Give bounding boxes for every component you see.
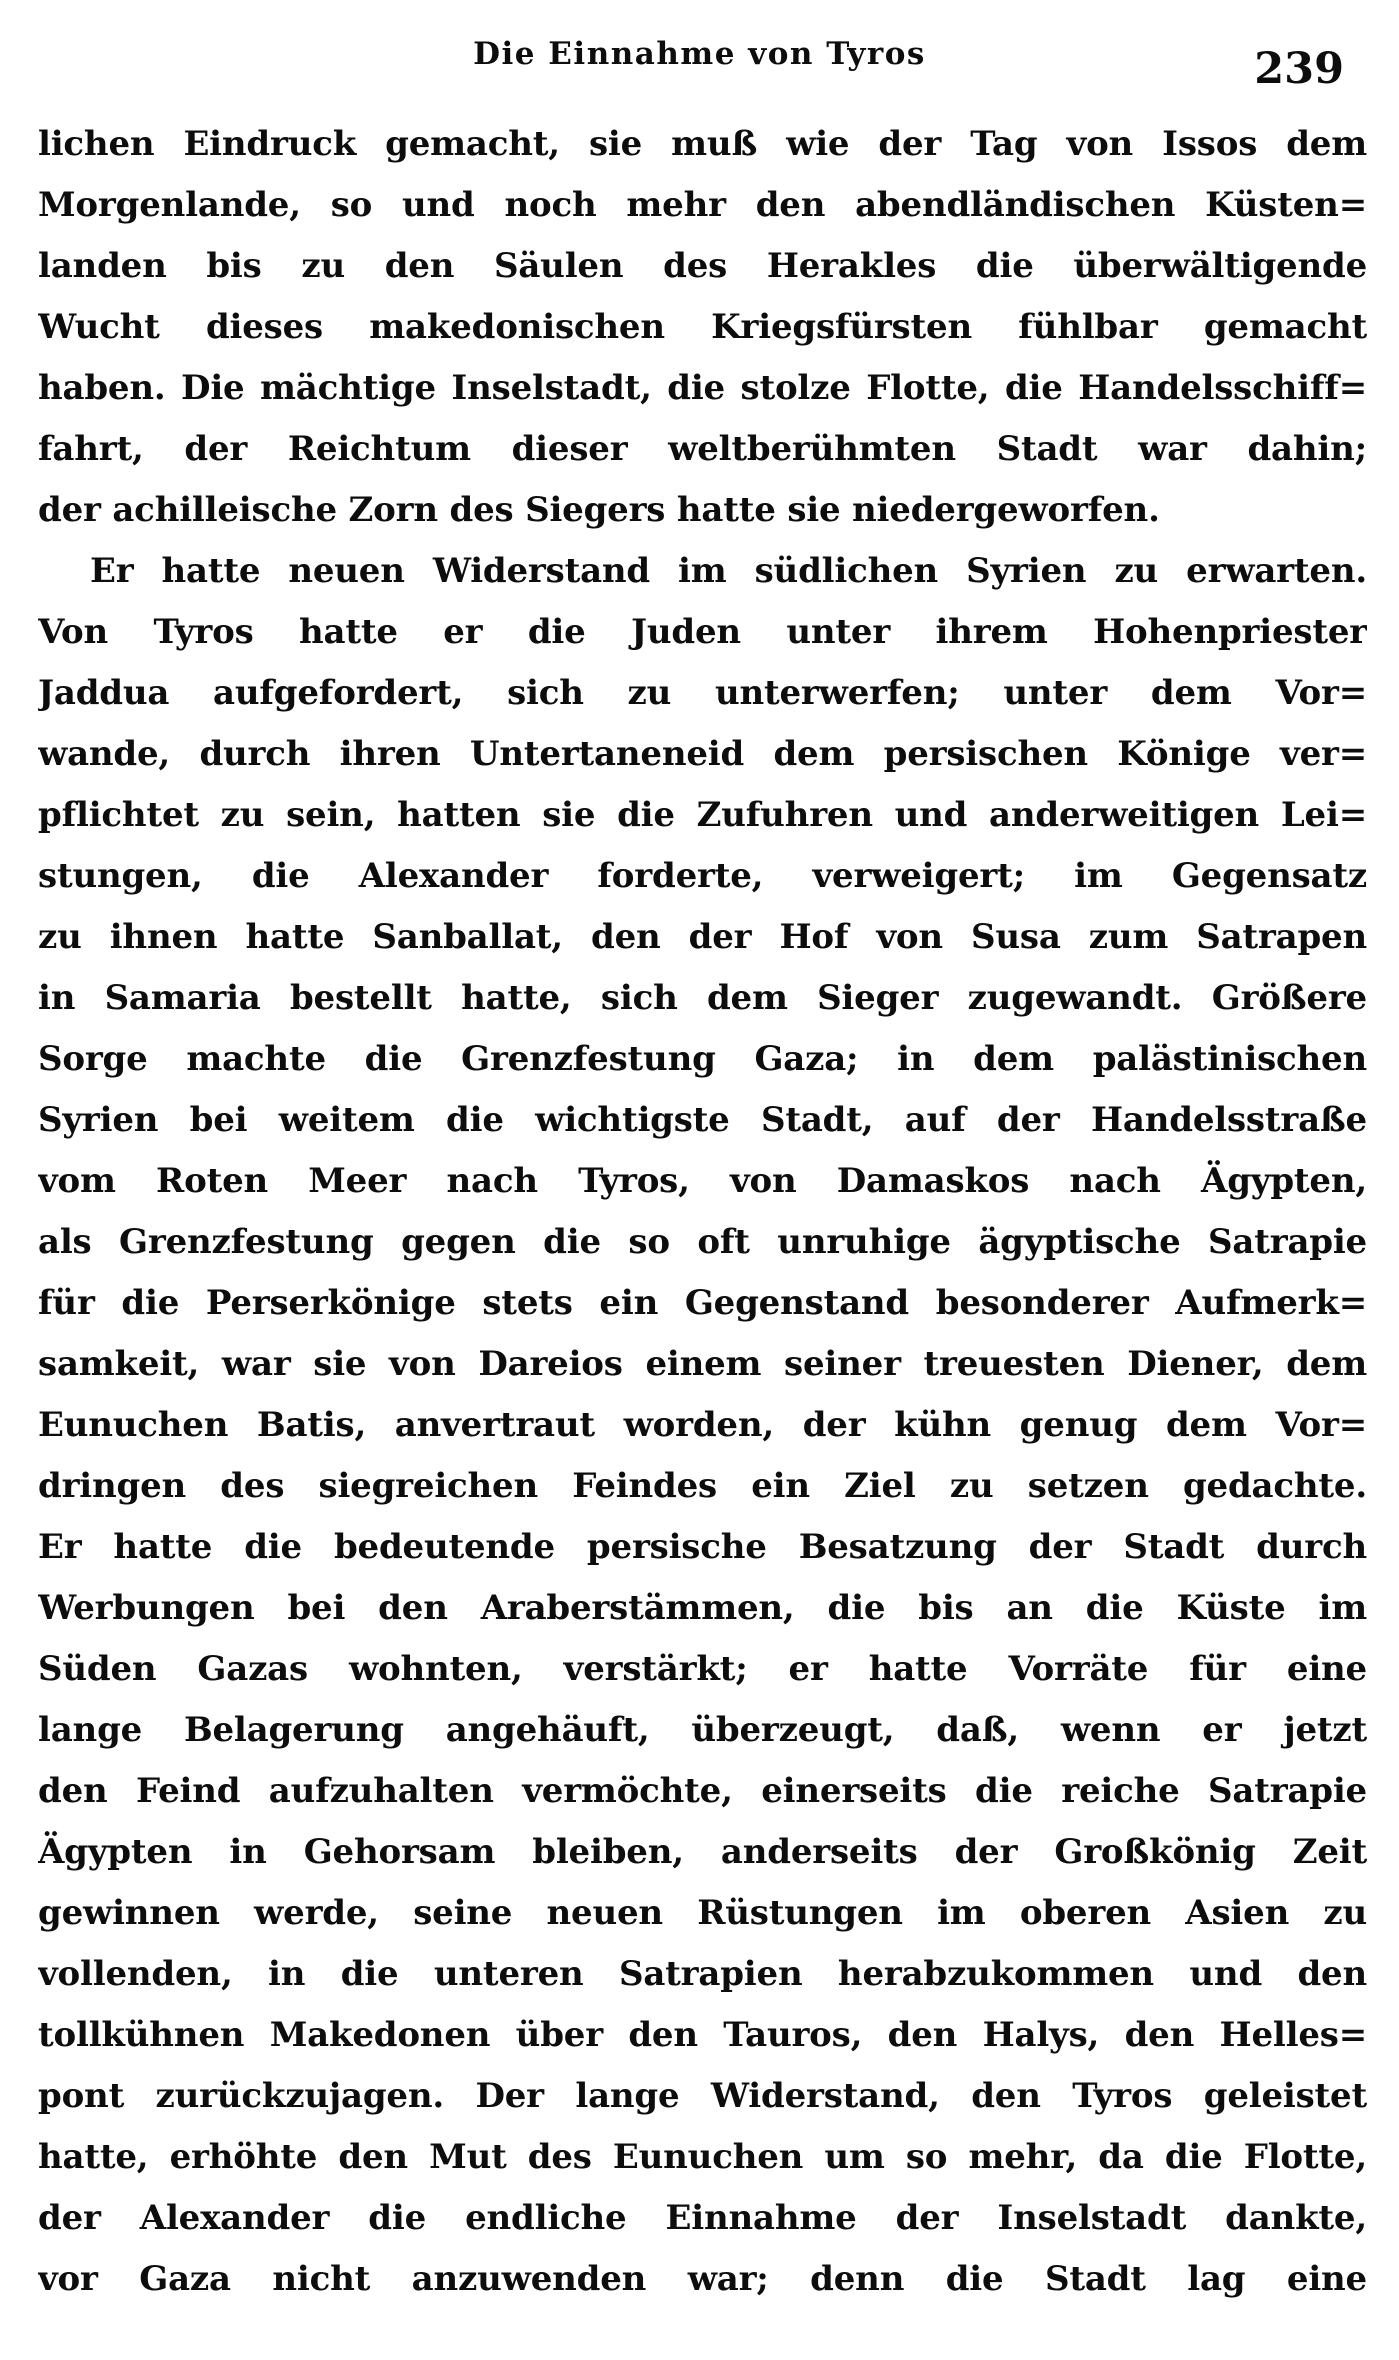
text-line: tollkühnen Makedonen über den Tauros, den Halys, den Helles= <box>38 2015 1367 2055</box>
text-line: landen bis zu den Säulen des Herakles die überwältigende <box>38 246 1367 286</box>
paragraph-2 <box>38 541 1367 2310</box>
text-line: Wucht dieses makedonischen Kriegsfürsten fühlbar gemacht <box>38 307 1367 347</box>
text-line: Er hatte neuen Widerstand im südlichen Syrien zu erwarten. <box>90 551 1367 591</box>
text-line: pont zurückzujagen. Der lange Widerstand, den Tyros geleistet <box>38 2076 1367 2116</box>
text-line: als Grenzfestung gegen die so oft unruhige ägyptische Satrapie <box>38 1222 1367 1262</box>
text-line: stungen, die Alexander forderte, verweigert; im Gegensatz <box>38 856 1367 896</box>
text-line: Süden Gazas wohnten, verstärkt; er hatte Vorräte für eine <box>38 1649 1367 1689</box>
text-line: wande, durch ihren Untertaneneid dem persischen Könige ver= <box>38 734 1367 774</box>
text-line: Er hatte die bedeutende persische Besatzung der Stadt durch <box>38 1527 1367 1567</box>
text-line: Morgenlande, so und noch mehr den abendländischen Küsten= <box>38 185 1367 225</box>
body-text <box>38 114 1367 2310</box>
text-line: dringen des siegreichen Feindes ein Ziel zu setzen gedachte. <box>38 1466 1367 1506</box>
text-line: Ägypten in Gehorsam bleiben, anderseits der Großkönig Zeit <box>38 1832 1367 1872</box>
text-line: hatte, erhöhte den Mut des Eunuchen um so mehr, da die Flotte, <box>38 2137 1367 2177</box>
text-line: gewinnen werde, seine neuen Rüstungen im oberen Asien zu <box>38 1893 1367 1933</box>
text-line: Syrien bei weitem die wichtigste Stadt, auf der Handelsstraße <box>38 1100 1367 1140</box>
text-line: in Samaria bestellt hatte, sich dem Sieger zugewandt. Größere <box>38 978 1367 1018</box>
running-title: Die Einnahme von Tyros <box>473 36 926 72</box>
text-line: lichen Eindruck gemacht, sie muß wie der Tag von Issos dem <box>38 124 1367 164</box>
text-line: Sorge machte die Grenzfestung Gaza; in dem palästinischen <box>38 1039 1367 1079</box>
text-line: vom Roten Meer nach Tyros, von Damaskos nach Ägypten, <box>38 1161 1367 1201</box>
text-line: den Feind aufzuhalten vermöchte, einerseits die reiche Satrapie <box>38 1771 1367 1811</box>
paragraph-1 <box>38 114 1367 541</box>
text-line: der achilleische Zorn des Siegers hatte sie niedergeworfen. <box>38 490 1160 530</box>
text-line: vor Gaza nicht anzuwenden war; denn die Stadt lag eine <box>38 2259 1367 2299</box>
text-line: pflichtet zu sein, hatten sie die Zufuhren und anderweitigen Lei= <box>38 795 1367 835</box>
text-line: Jaddua aufgefordert, sich zu unterwerfen; unter dem Vor= <box>38 673 1367 713</box>
page-number: 239 <box>1254 44 1344 94</box>
text-line: Eunuchen Batis, anvertraut worden, der kühn genug dem Vor= <box>38 1405 1367 1445</box>
text-line: der Alexander die endliche Einnahme der Inselstadt dankte, <box>38 2198 1367 2238</box>
text-line: fahrt, der Reichtum dieser weltberühmten Stadt war dahin; <box>38 429 1367 469</box>
text-line: Von Tyros hatte er die Juden unter ihrem Hohenpriester <box>38 612 1367 652</box>
text-line: lange Belagerung angehäuft, überzeugt, daß, wenn er jetzt <box>38 1710 1367 1750</box>
text-line: Werbungen bei den Araberstämmen, die bis an die Küste im <box>38 1588 1367 1628</box>
text-line: vollenden, in die unteren Satrapien herabzukommen und den <box>38 1954 1367 1994</box>
page-header <box>0 30 1399 100</box>
text-line: samkeit, war sie von Dareios einem seiner treuesten Diener, dem <box>38 1344 1367 1384</box>
text-line: haben. Die mächtige Inselstadt, die stolze Flotte, die Handelsschiff= <box>38 368 1367 408</box>
text-line: für die Perserkönige stets ein Gegenstand besonderer Aufmerk= <box>38 1283 1367 1323</box>
text-line: zu ihnen hatte Sanballat, den der Hof von Susa zum Satrapen <box>38 917 1367 957</box>
